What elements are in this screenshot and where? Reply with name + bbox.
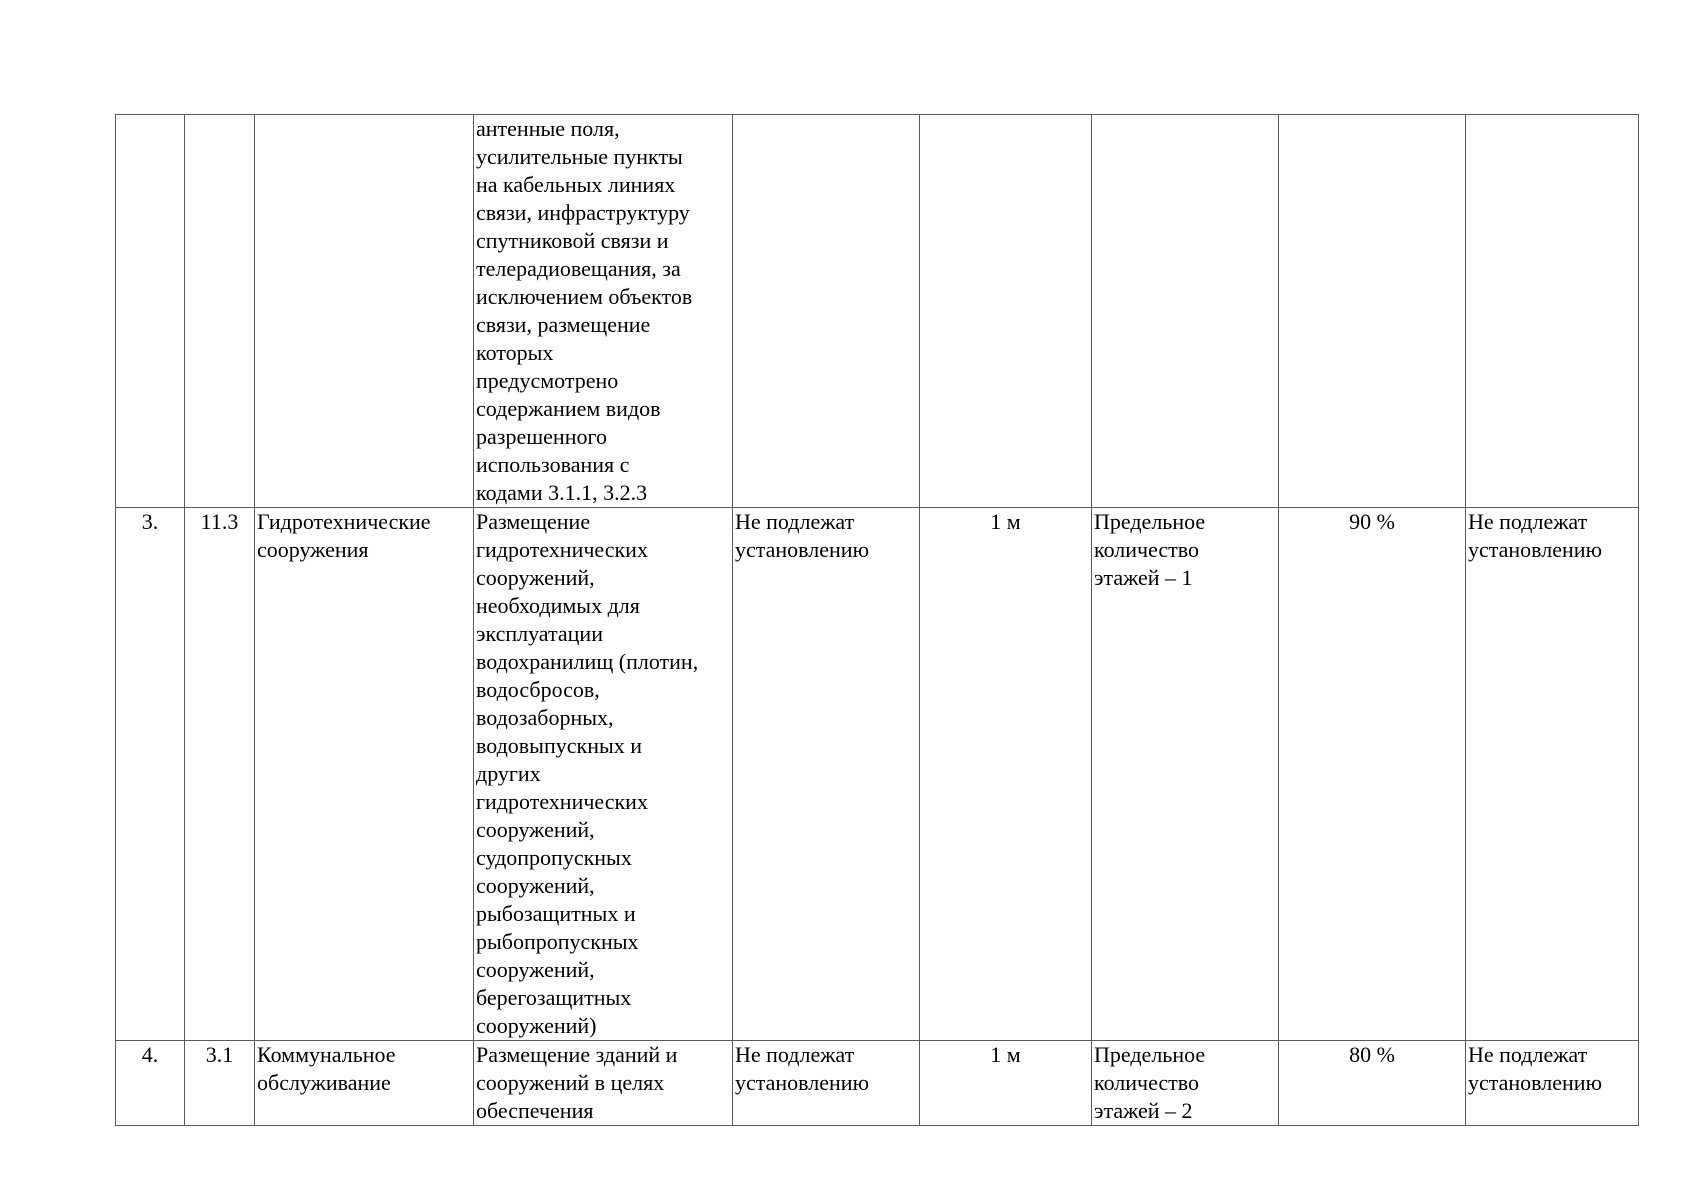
use-code-cell <box>185 115 255 508</box>
coverage-cell: 90 % <box>1279 508 1466 1041</box>
other-params-cell: Не подлежат установлению <box>1466 508 1639 1041</box>
floors-cell <box>1092 115 1279 508</box>
use-description-cell: Размещение зданий и сооружений в целях обеспечения <box>474 1041 733 1126</box>
plot-size-cell: Не подлежат установлению <box>733 1041 920 1126</box>
zoning-regulations-table <box>115 114 1639 1126</box>
row-number-cell: 4. <box>116 1041 185 1126</box>
setback-cell: 1 м <box>920 1041 1092 1126</box>
plot-size-cell: Не подлежат установлению <box>733 508 920 1041</box>
use-name-cell: Гидротехнические сооружения <box>255 508 474 1041</box>
use-code-cell: 11.3 <box>185 508 255 1041</box>
floors-cell: Предельное количество этажей – 2 <box>1092 1041 1279 1126</box>
use-code-cell: 3.1 <box>185 1041 255 1126</box>
use-description-cell: Размещение гидротехнических сооружений, необходимых для эксплуатации водохранилищ (плотин, водосбросов, водозаборных, водовыпускных и других гидротехнических сооружений, судопропускных сооружений, рыбозащитных и рыбопропускных сооружений, берегозащитных сооружений) <box>474 508 733 1041</box>
use-name-cell: Коммунальное обслуживание <box>255 1041 474 1126</box>
use-name-cell <box>255 115 474 508</box>
other-params-cell <box>1466 115 1639 508</box>
row-number-cell <box>116 115 185 508</box>
coverage-cell <box>1279 115 1466 508</box>
floors-cell: Предельное количество этажей – 1 <box>1092 508 1279 1041</box>
setback-cell <box>920 115 1092 508</box>
plot-size-cell <box>733 115 920 508</box>
use-description-cell: антенные поля, усилительные пункты на кабельных линиях связи, инфраструктуру спутниковой связи и телерадиовещания, за исключением объектов связи, размещение которых предусмотрено содержанием видов разрешенного использования с кодами 3.1.1, 3.2.3 <box>474 115 733 508</box>
coverage-cell: 80 % <box>1279 1041 1466 1126</box>
row-number-cell: 3. <box>116 508 185 1041</box>
other-params-cell: Не подлежат установлению <box>1466 1041 1639 1126</box>
table-row <box>116 1041 1639 1126</box>
table-row <box>116 115 1639 508</box>
table-row <box>116 508 1639 1041</box>
setback-cell: 1 м <box>920 508 1092 1041</box>
